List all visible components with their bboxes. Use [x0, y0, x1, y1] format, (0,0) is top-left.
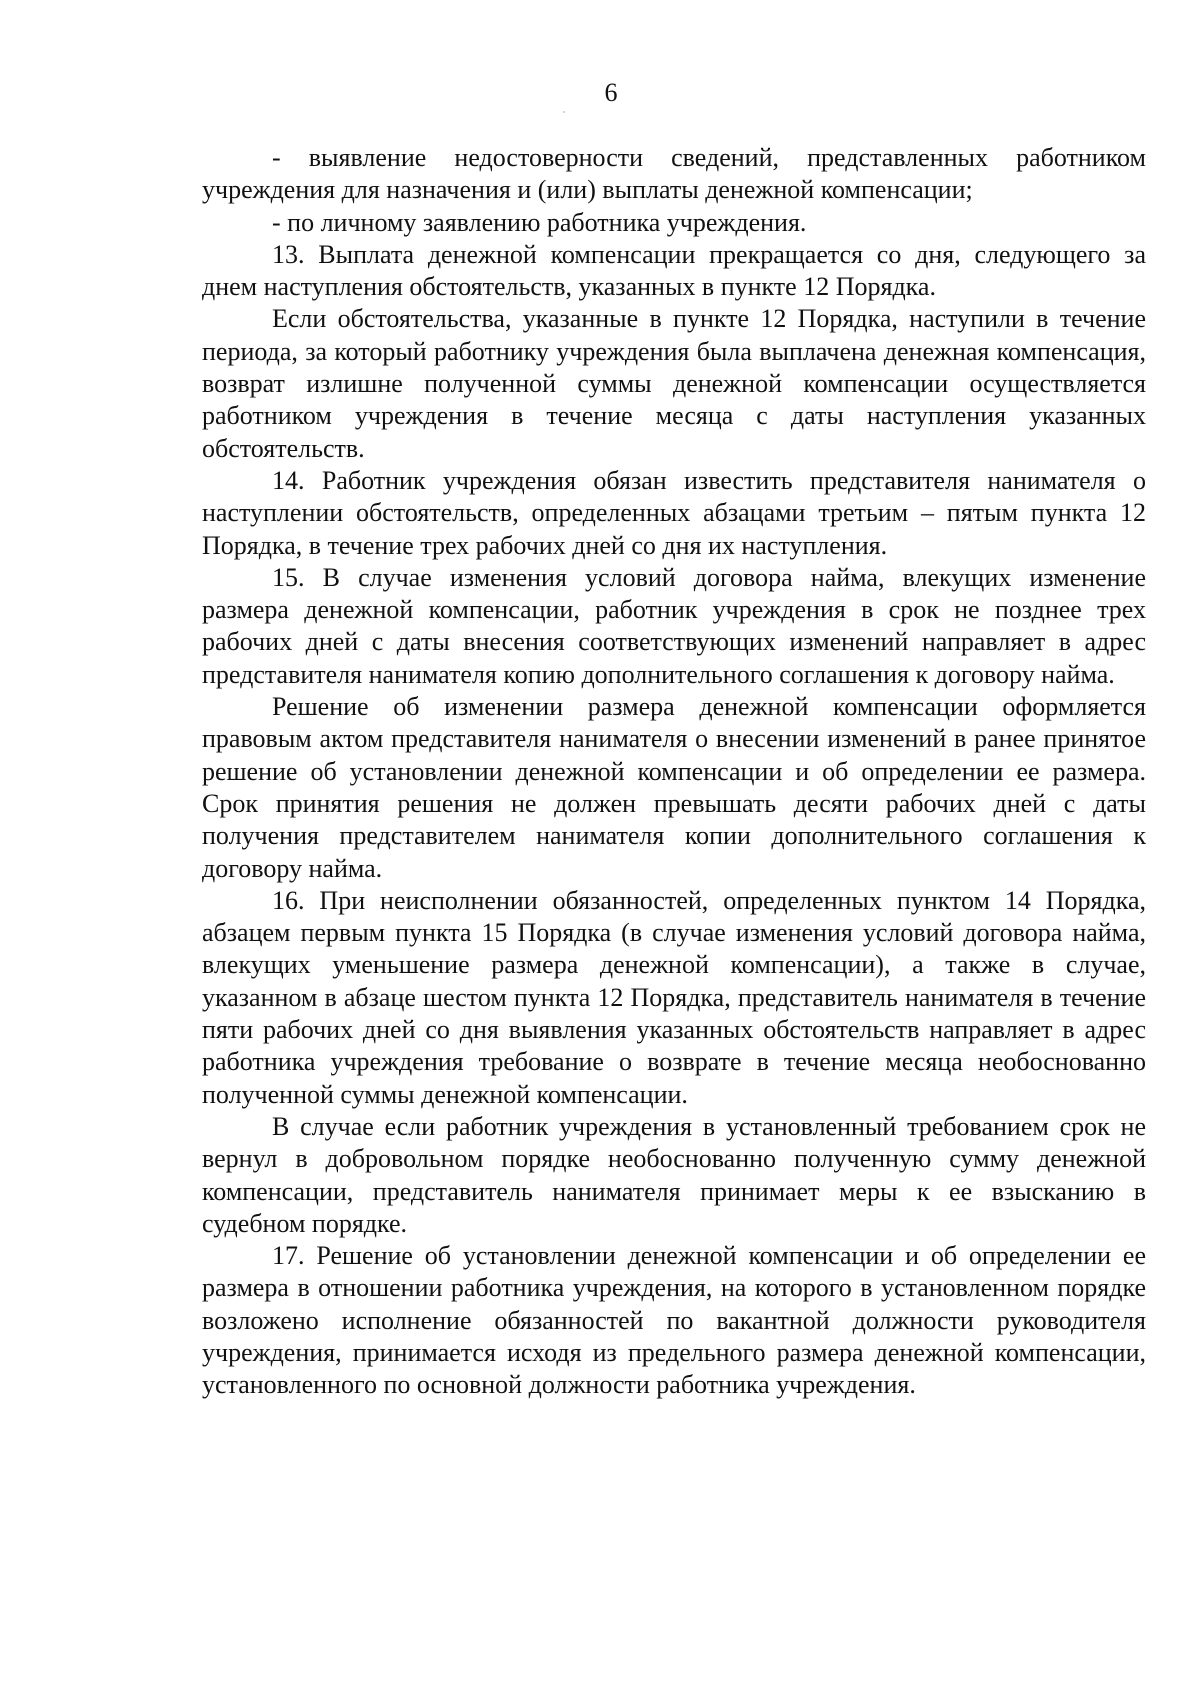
paragraph: - выявление недостоверности сведений, представленных работником учреждения для назначения и (или) выплаты денежной компенсации; [202, 143, 1146, 205]
paragraph: Решение об изменении размера денежной компенсации оформляется правовым актом представителя нанимателя о внесении изменений в ранее принятое решение об установлении денежной компенсации и об определении ее размера. Срок принятия решения не должен превышать десяти рабочих дней с даты получения представителем нанимателя копии дополнительного соглашения к договору найма. [202, 692, 1146, 883]
paragraph: - по личному заявлению работника учреждения. [272, 207, 807, 237]
scan-artifact [563, 111, 565, 113]
page-number: 6 [604, 78, 618, 107]
paragraph: 14. Работник учреждения обязан известить представителя нанимателя о наступлении обстоятельств, определенных абзацами третьим – пятым пункта 12 Порядка, в течение трех рабочих дней со дня их наступления. [202, 465, 1146, 560]
paragraph: Если обстоятельства, указанные в пункте 12 Порядка, наступили в течение периода, за который работнику учреждения была выплачена денежная компенсация, возврат излишне полученной суммы денежной компенсации осуществляется работником учреждения в течение месяца с даты наступления указанных обстоятельств. [202, 304, 1146, 463]
paragraph: 16. При неисполнении обязанностей, определенных пунктом 14 Порядка, абзацем первым пункта 15 Порядка (в случае изменения условий договора найма, влекущих уменьшение размера денежной компенсации), а также в случае, указанном в абзаце шестом пункта 12 Порядка, представитель нанимателя в течение пяти рабочих дней со дня выявления указанных обстоятельств направляет в адрес работника учреждения требование о возврате в течение месяца необоснованно полученной суммы денежной компенсации. [202, 885, 1146, 1109]
paragraph: В случае если работник учреждения в установленный требованием срок не вернул в добровольном порядке необоснованно полученную сумму денежной компенсации, представитель нанимателя принимает меры к ее взысканию в судебном порядке. [202, 1111, 1146, 1238]
paragraph: 15. В случае изменения условий договора найма, влекущих изменение размера денежной компенсации, работник учреждения в срок не позднее трех рабочих дней с даты внесения соответствующих изменений направляет в адрес представителя нанимателя копию дополнительного соглашения к договору найма. [202, 562, 1146, 689]
document-body [202, 142, 1146, 1402]
paragraph: 13. Выплата денежной компенсации прекращается со дня, следующего за днем наступления обстоятельств, указанных в пункте 12 Порядка. [202, 239, 1146, 302]
paragraph: 17. Решение об установлении денежной компенсации и об определении ее размера в отношении работника учреждения, на которого в установленном порядке возложено исполнение обязанностей по вакантной должности руководителя учреждения, принимается исходя из предельного размера денежной компенсации, установленного по основной должности работника учреждения. [202, 1241, 1146, 1400]
